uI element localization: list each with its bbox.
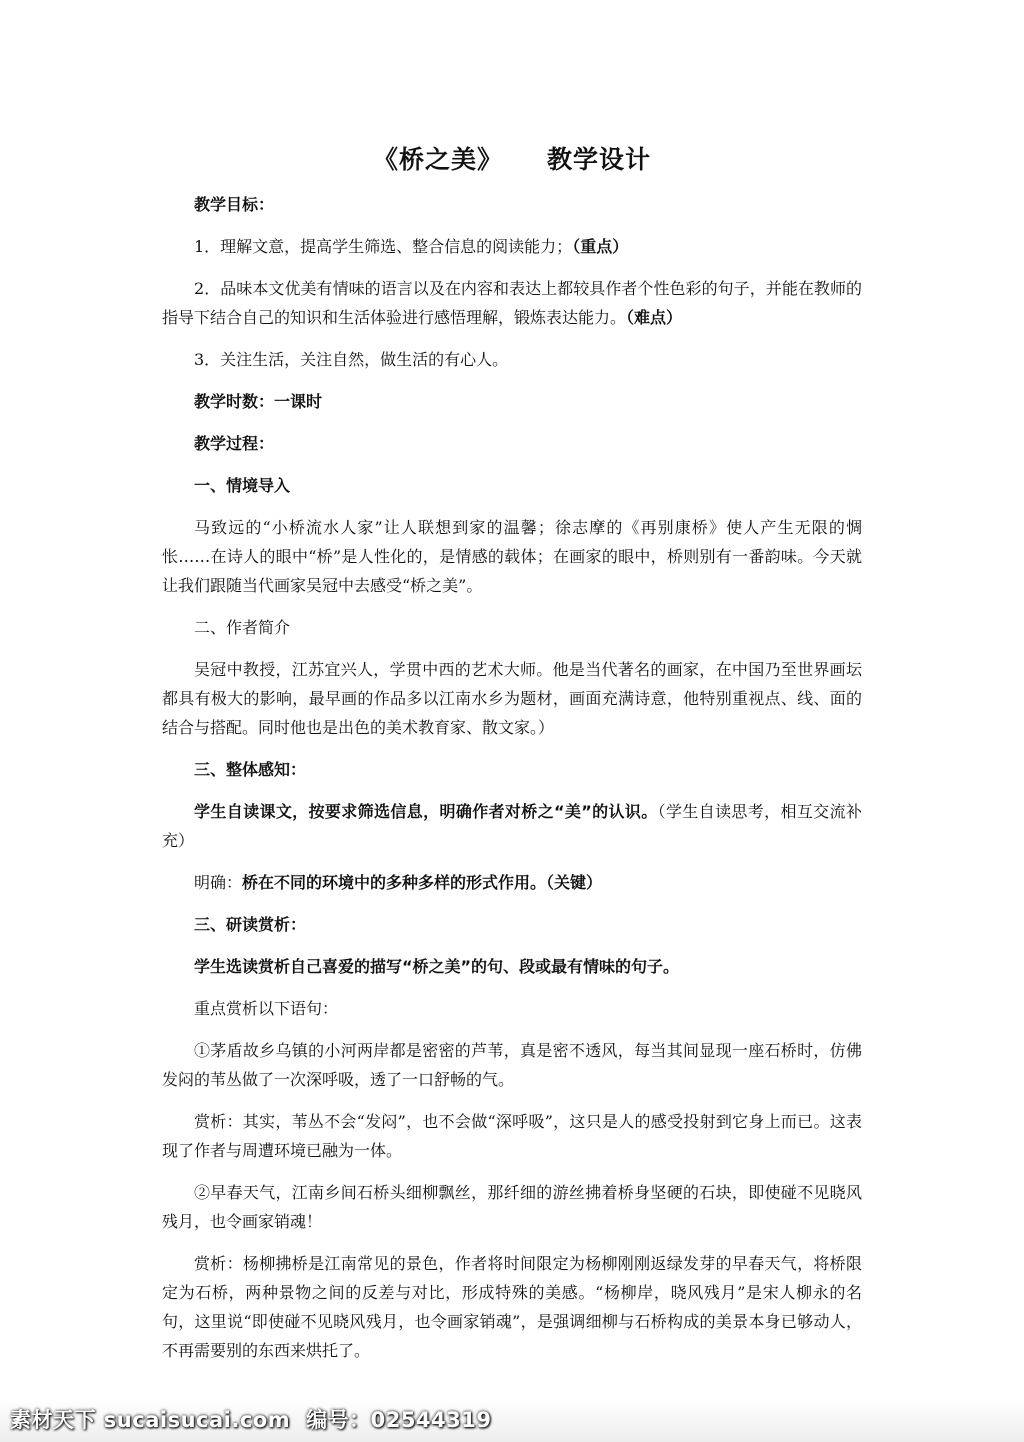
goal-1: 1．理解文意，提高学生筛选、整合信息的阅读能力；（重点）: [194, 237, 629, 256]
watermark-number: 编号：02544319: [306, 1408, 492, 1432]
title-book: 《桥之美》: [372, 145, 503, 174]
goal-2-tag: （难点）: [626, 308, 683, 327]
goal-2: 2．品味本文优美有情味的语言以及在内容和表达上都较具作者个性色彩的句子，并能在教师的指导下结合自己的知识和生活体验进行感悟理解，锻炼表达能力。（难点）: [162, 279, 862, 327]
document-body: [162, 190, 862, 1378]
hours-line: 教学时数：一课时: [194, 392, 323, 411]
quote-2: ②早春天气，江南乡间石桥头细柳飘丝，那纤细的游丝拂着桥身坚硬的石块，即使碰不见晓风残月，也令画家销魂！: [162, 1183, 862, 1231]
goal-1-tag: （重点）: [572, 237, 629, 256]
watermark-site: 素材天下 sucaisucai.com: [10, 1408, 291, 1432]
section-4-heading: 三、研读赏析：: [194, 915, 307, 934]
analysis-2: 赏析：杨柳拂桥是江南常见的景色，作者将时间限定为杨柳刚刚返绿发芽的早春天气，将桥限定为石桥，两种景物之间的反差与对比，形成特殊的美感。“杨柳岸，晓风残月”是宋人柳永的名句，这里说“即使碰不见晓风残月，也令画家销魂”，是强调细柳与石桥构成的美景本身已够动人，不再需要别的东西来烘托了。: [162, 1254, 862, 1360]
section-3-task: 学生自读课文，按要求筛选信息，明确作者对桥之“美”的认识。（学生自读思考，相互交流补充）: [162, 802, 862, 850]
section-1-text: 马致远的“小桥流水人家”让人联想到家的温馨；徐志摩的《再别康桥》使人产生无限的惆怅……在诗人的眼中“桥”是人性化的，是情感的载体；在画家的眼中，桥则别有一番韵味。今天就让我们跟随当代画家吴冠中去感受“桥之美”。: [162, 518, 862, 595]
document-title: [0, 140, 1024, 176]
section-1-heading: 一、情境导入: [194, 476, 291, 495]
goal-3: 3．关注生活，关注自然，做生活的有心人。: [194, 350, 509, 369]
analysis-1: 赏析：其实，苇丛不会“发闷”，也不会做“深呼吸”，这只是人的感受投射到它身上而已。这表现了作者与周遭环境已融为一体。: [162, 1112, 862, 1160]
goals-heading: 教学目标：: [194, 195, 275, 214]
quote-1: ①茅盾故乡乌镇的小河两岸都是密密的芦苇，真是密不透风，每当其间显现一座石桥时，仿佛发闷的苇丛做了一次深呼吸，透了一口舒畅的气。: [162, 1041, 862, 1089]
section-4-task: 学生选读赏析自己喜爱的描写“桥之美”的句、段或最有情味的句子。: [194, 957, 680, 976]
section-3-clear: 明确：桥在不同的环境中的多种多样的形式作用。（关键）: [194, 873, 603, 892]
process-heading: 教学过程：: [194, 434, 275, 453]
section-2-text: 吴冠中教授，江苏宜兴人，学贯中西的艺术大师。他是当代著名的画家，在中国乃至世界画坛都具有极大的影响，最早画的作品多以江南水乡为题材，画面充满诗意，他特别重视点、线、面的结合与搭配。同时他也是出色的美术教育家、散文家。）: [162, 660, 862, 737]
watermark-band: [0, 1400, 1024, 1442]
watermark-text: [10, 1404, 492, 1434]
section-4-intro: 重点赏析以下语句：: [194, 999, 339, 1018]
section-3-heading: 三、整体感知：: [194, 760, 307, 779]
section-2-heading: 二、作者简介: [194, 618, 291, 637]
title-suffix: 教学设计: [547, 145, 652, 174]
